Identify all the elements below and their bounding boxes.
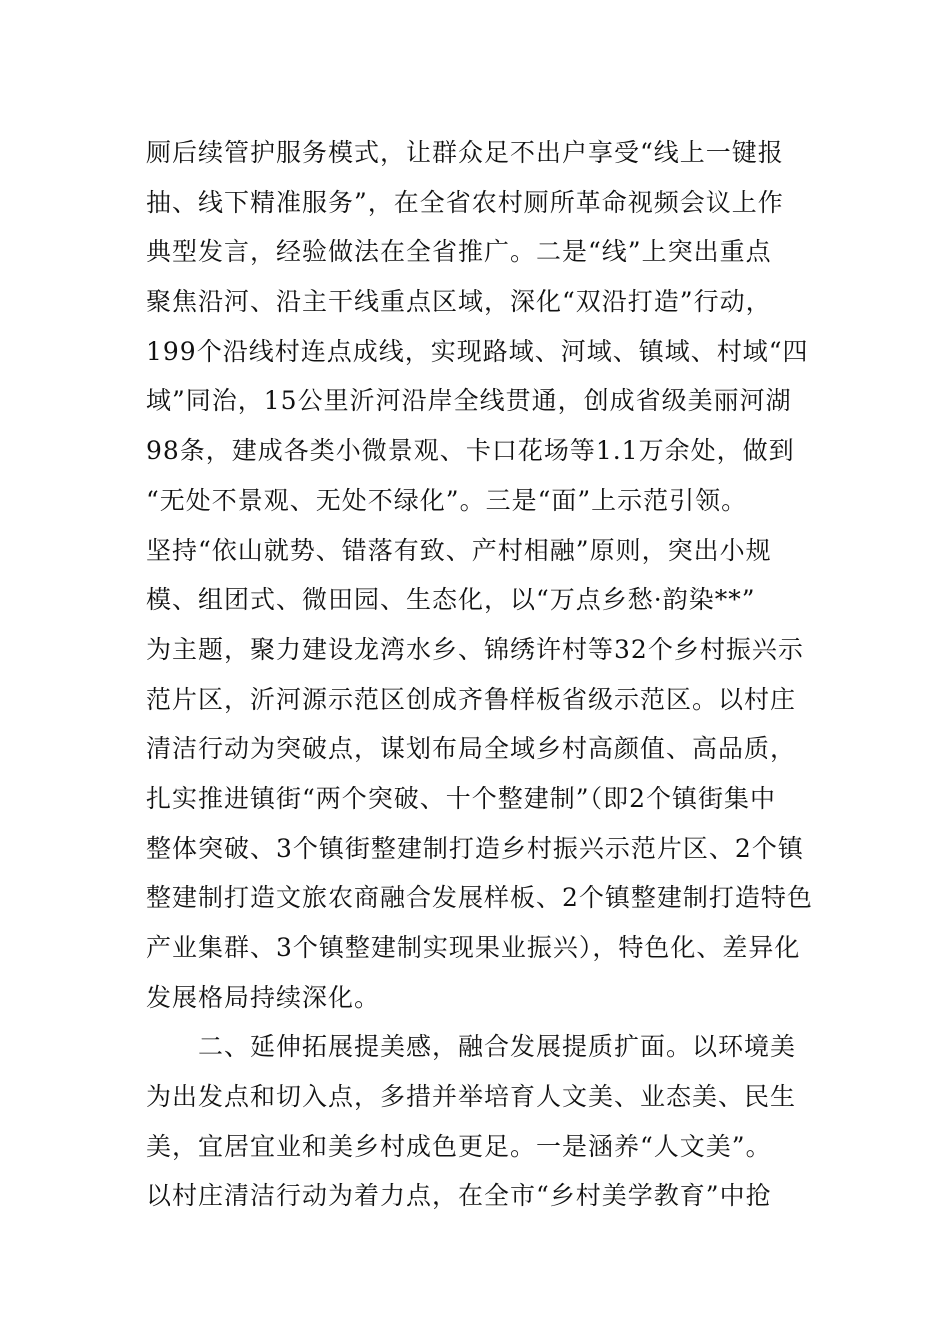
- text-line: 域”同治，15公里沂河沿岸全线贯通，创成省级美丽河湖: [146, 386, 792, 416]
- text-line: 二、延伸拓展提美感，融合发展提质扩面。以环境美: [198, 1032, 797, 1062]
- text-line: 典型发言，经验做法在全省推广。二是“线”上突出重点: [146, 237, 772, 267]
- text-line: 产业集群、3个镇整建制实现果业振兴），特色化、差异化: [146, 933, 801, 962]
- text-line: 98条，建成各类小微景观、卡口花场等1.1万余处，做到: [146, 436, 795, 466]
- text-line: 厕后续管护服务模式，让群众足不出户享受“线上一键报: [146, 138, 784, 167]
- text-line: 模、组团式、微田园、生态化，以“万点乡愁·韵染**”: [146, 585, 756, 615]
- text-line: 199个沿线村连点成线，实现路域、河域、镇域、村域“四: [146, 336, 809, 366]
- text-line: “无处不景观、无处不绿化”。三是“面”上示范引领。: [146, 485, 748, 515]
- text-line: 聚焦沿河、沿主干线重点区域，深化“双沿打造”行动，: [146, 287, 772, 317]
- text-line: 扎实推进镇街“两个突破、十个整建制”（即2个镇街集中: [146, 783, 776, 813]
- paragraph-2: [146, 1022, 816, 1221]
- text-line: 以村庄清洁行动为着力点，在全市“乡村美学教育”中抢: [146, 1181, 772, 1211]
- document-body: [146, 128, 816, 1221]
- text-line: 为出发点和切入点，多措并举培育人文美、业态美、民生: [146, 1082, 797, 1112]
- text-line: 坚持“依山就势、错落有致、产村相融”原则，突出小规: [146, 535, 772, 565]
- text-line: 为主题，聚力建设龙湾水乡、锦绣许村等32个乡村振兴示: [146, 634, 804, 664]
- text-line: 清洁行动为突破点，谋划布局全域乡村高颜值、高品质，: [146, 734, 797, 764]
- text-line: 美，宜居宜业和美乡村成色更足。一是涵养“人文美”。: [146, 1131, 772, 1161]
- text-line: 范片区，沂河源示范区创成齐鲁样板省级示范区。以村庄: [146, 684, 797, 714]
- text-line: 发展格局持续深化。: [146, 982, 381, 1012]
- paragraph-1: [146, 128, 816, 1022]
- text-line: 整体突破、3个镇街整建制打造乡村振兴示范片区、2个镇: [146, 833, 804, 863]
- text-line: 整建制打造文旅农商融合发展样板、2个镇整建制打造特色: [146, 883, 813, 913]
- text-line: 抽、线下精准服务”，在全省农村厕所革命视频会议上作: [146, 187, 784, 217]
